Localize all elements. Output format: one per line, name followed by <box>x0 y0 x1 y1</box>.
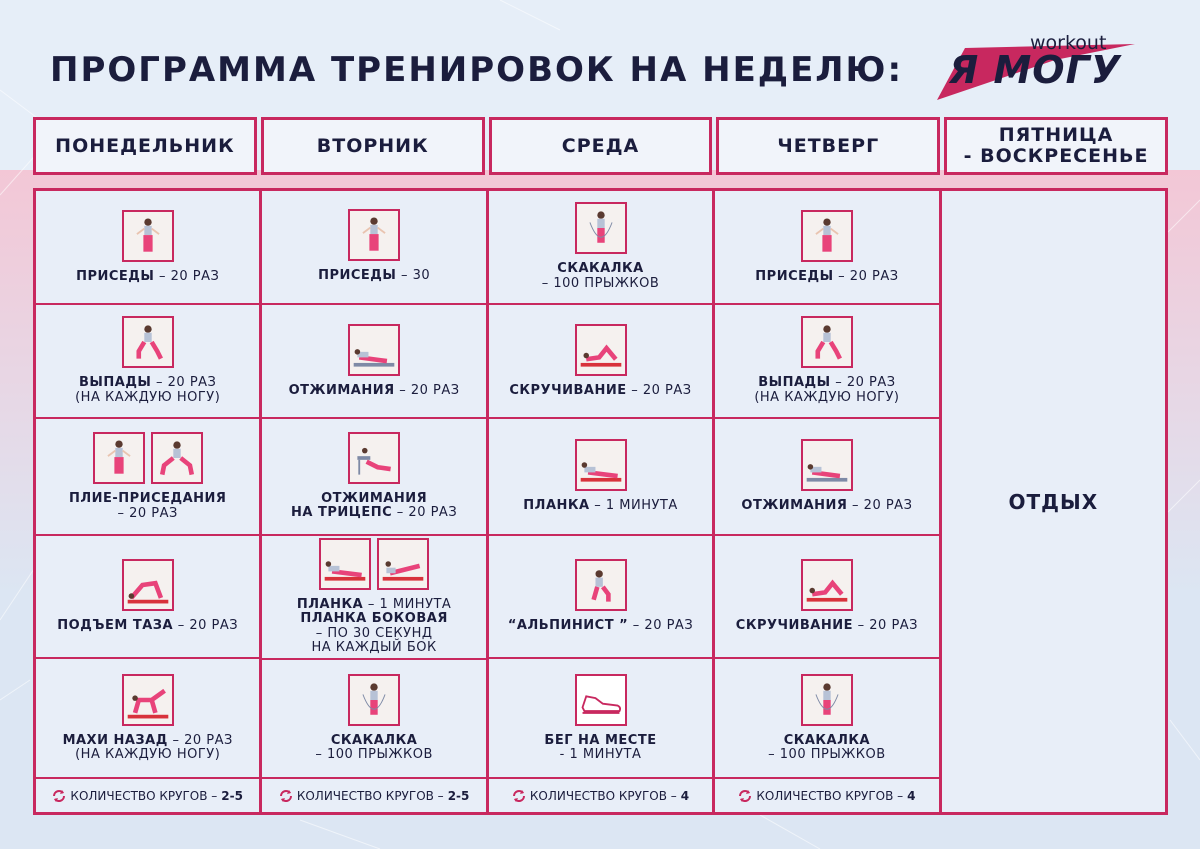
cycle-icon <box>738 789 752 803</box>
exercise-name: СКРУЧИВАНИЕ <box>735 618 854 634</box>
exercise-text <box>542 262 660 291</box>
exercise-text <box>76 270 219 285</box>
plie-figure-image <box>151 432 203 484</box>
exercise-images <box>575 674 627 726</box>
day-column <box>36 191 259 812</box>
pushup-figure-image <box>348 324 400 376</box>
exercise-name: ПЛИЕ-ПРИСЕДАНИЯ <box>68 491 227 507</box>
exercise-name: ПОДЪЕМ ТАЗА <box>57 618 174 634</box>
rounds-count <box>36 779 259 812</box>
exercise-detail: – 20 РАЗ <box>847 498 913 514</box>
exercise-text <box>291 492 457 521</box>
exercise-images <box>122 210 174 262</box>
exercise-detail: – ПО 30 СЕКУНД НА КАЖДЫЙ БОК <box>311 625 437 656</box>
day-column <box>262 191 485 812</box>
exercise-name: ПЛАНКА <box>296 596 364 612</box>
exercise-detail: – 1 МИНУТА <box>589 498 678 514</box>
jump-figure-image <box>348 674 400 726</box>
exercise-images <box>575 202 627 254</box>
exercise-text <box>318 269 430 284</box>
exercise-detail: – 20 РАЗ <box>394 382 460 398</box>
exercise-name: СКАКАЛКА <box>557 261 644 277</box>
exercise-images <box>122 316 174 368</box>
exercise-images <box>801 674 853 726</box>
exercise-name: СКАКАЛКА <box>330 732 418 748</box>
exercise-cell <box>36 191 259 303</box>
exercise-detail: – 20 РАЗ <box>117 505 178 521</box>
schedule-grid <box>33 188 1168 815</box>
standing-figure-image <box>122 210 174 262</box>
exercise-detail: – 100 ПРЫЖКОВ <box>541 275 660 291</box>
exercise-detail: – 20 РАЗ <box>173 618 239 634</box>
plank-figure-image <box>575 439 627 491</box>
exercise-text <box>289 384 460 399</box>
lunge-figure-image <box>801 316 853 368</box>
exercise-detail: – 20 РАЗ (НА КАЖДУЮ НОГУ) <box>75 375 221 405</box>
exercise-name: СКАКАЛКА <box>783 732 871 748</box>
exercise-detail: – 20 РАЗ <box>626 382 692 398</box>
exercise-text <box>754 376 899 405</box>
exercise-detail: – 20 РАЗ <box>392 505 458 521</box>
exercise-detail: - 1 МИНУТА <box>559 747 642 763</box>
exercise-detail: – 100 ПРЫЖКОВ <box>768 747 886 763</box>
exercise-cell <box>262 536 485 658</box>
exercise-images <box>575 439 627 491</box>
exercise-images <box>575 559 627 611</box>
rounds-value: 4 <box>680 788 690 803</box>
lunge-figure-image <box>122 316 174 368</box>
exercise-images <box>122 559 174 611</box>
rest-column <box>942 191 1165 812</box>
exercise-text <box>69 492 226 521</box>
logo-main-text: Я МОГУ <box>949 48 1122 92</box>
exercise-images <box>575 324 627 376</box>
exercise-cell <box>36 536 259 658</box>
rest-label: ОТДЫХ <box>1008 489 1099 514</box>
exercise-text <box>297 598 451 656</box>
exercise-detail: – 30 <box>396 268 431 284</box>
exercise-name: СКРУЧИВАНИЕ <box>509 382 627 398</box>
exercise-text <box>509 384 691 399</box>
day-header: ЧЕТВЕРГ <box>716 117 940 175</box>
exercise-images <box>801 559 853 611</box>
exercise-text <box>741 499 912 514</box>
exercise-detail: – 20 РАЗ <box>628 618 694 634</box>
exercise-cell <box>489 536 712 658</box>
exercise-cell <box>36 419 259 534</box>
exercise-name: МАХИ НАЗАД <box>62 732 168 748</box>
exercise-name: ОТЖИМАНИЯ НА ТРИЦЕПС <box>291 490 428 521</box>
logo-workout-text: workout <box>1030 32 1107 54</box>
day-header: ПОНЕДЕЛЬНИК <box>33 117 257 175</box>
logo <box>935 30 1135 102</box>
exercise-name: ПЛАНКА БОКОВАЯ <box>300 611 448 627</box>
exercise-name: ПРИСЕДЫ <box>318 268 397 284</box>
standing-figure-image <box>93 432 145 484</box>
exercise-detail: – 20 РАЗ <box>833 268 899 284</box>
rounds-label: КОЛИЧЕСТВО КРУГОВ – <box>296 788 444 803</box>
rounds-value: 4 <box>907 788 916 803</box>
exercise-cell <box>262 305 485 418</box>
standing-figure-image <box>801 210 853 262</box>
exercise-images <box>348 432 400 484</box>
exercise-text <box>523 499 677 514</box>
exercise-detail: – 100 ПРЫЖКОВ <box>315 747 433 763</box>
pushup-figure-image <box>801 439 853 491</box>
exercise-cell <box>489 419 712 534</box>
exercise-cell <box>262 191 485 303</box>
exercise-name: БЕГ НА МЕСТЕ <box>544 732 657 748</box>
exercise-images <box>93 432 203 484</box>
jump-figure-image <box>575 202 627 254</box>
exercise-cell <box>36 305 259 418</box>
plank-figure-image <box>319 538 371 590</box>
page-title: ПРОГРАММА ТРЕНИРОВОК НА НЕДЕЛЮ: <box>50 50 904 90</box>
exercise-cell <box>489 191 712 303</box>
exercise-text <box>63 734 233 763</box>
rounds-count <box>489 779 712 812</box>
exercise-text <box>508 619 693 634</box>
rounds-value: 2-5 <box>447 788 470 803</box>
exercise-name: ПЛАНКА <box>523 498 590 514</box>
day-header: СРЕДА <box>489 117 713 175</box>
exercise-cell <box>715 659 938 777</box>
exercise-name: ОТЖИМАНИЯ <box>288 382 395 398</box>
cycle-icon <box>279 789 293 803</box>
exercise-text <box>755 270 898 285</box>
exercise-name: “АЛЬПИНИСТ ” <box>507 618 629 634</box>
exercise-images <box>348 209 400 261</box>
rounds-label: КОЛИЧЕСТВО КРУГОВ – <box>70 788 218 803</box>
exercise-images <box>801 316 853 368</box>
crunch-figure-image <box>801 559 853 611</box>
exercise-detail: – 20 РАЗ <box>853 618 919 634</box>
exercise-name: ВЫПАДЫ <box>758 375 831 391</box>
exercise-text <box>75 376 220 405</box>
day-header: ВТОРНИК <box>261 117 485 175</box>
exercise-cell <box>489 305 712 418</box>
climber-figure-image <box>575 559 627 611</box>
rounds-label: КОЛИЧЕСТВО КРУГОВ – <box>529 788 677 803</box>
exercise-images <box>348 674 400 726</box>
exercise-cell <box>715 536 938 658</box>
exercise-text <box>57 619 238 634</box>
exercise-cell <box>262 660 485 778</box>
jump-figure-image <box>801 674 853 726</box>
title-row <box>50 40 903 100</box>
day-header: ПЯТНИЦА - ВОСКРЕСЕНЬЕ <box>944 117 1168 175</box>
rounds-count <box>715 779 938 812</box>
sneaker-icon <box>575 674 627 726</box>
bridge-figure-image <box>122 559 174 611</box>
exercise-text <box>736 619 918 634</box>
exercise-cell <box>715 419 938 534</box>
exercise-cell <box>36 659 259 777</box>
exercise-detail: – 1 МИНУТА <box>363 596 452 612</box>
rounds-label: КОЛИЧЕСТВО КРУГОВ – <box>756 788 904 803</box>
exercise-detail: – 20 РАЗ (НА КАЖДУЮ НОГУ) <box>75 732 233 763</box>
exercise-images <box>319 538 429 590</box>
kickback-figure-image <box>122 674 174 726</box>
day-column <box>489 191 712 812</box>
cycle-icon <box>52 789 66 803</box>
side-plank-figure-image <box>377 538 429 590</box>
exercise-cell <box>489 659 712 777</box>
exercise-detail: – 20 РАЗ <box>154 268 220 284</box>
exercise-cell <box>262 419 485 534</box>
exercise-detail: – 20 РАЗ (НА КАЖДУЮ НОГУ) <box>754 375 900 405</box>
exercise-cell <box>715 191 938 303</box>
exercise-cell <box>715 305 938 418</box>
dips-figure-image <box>348 432 400 484</box>
exercise-name: ПРИСЕДЫ <box>76 268 155 284</box>
rounds-value: 2-5 <box>221 788 243 803</box>
crunch-figure-image <box>575 324 627 376</box>
exercise-images <box>801 210 853 262</box>
cycle-icon <box>512 789 526 803</box>
day-column <box>715 191 938 812</box>
exercise-text <box>315 734 433 763</box>
rounds-count <box>262 779 485 812</box>
exercise-text <box>768 734 886 763</box>
exercise-text <box>544 734 656 763</box>
exercise-images <box>122 674 174 726</box>
exercise-images <box>801 439 853 491</box>
exercise-name: ПРИСЕДЫ <box>755 268 834 284</box>
day-headers <box>33 117 1168 175</box>
standing-figure-image <box>348 209 400 261</box>
exercise-name: ВЫПАДЫ <box>79 375 152 391</box>
exercise-name: ОТЖИМАНИЯ <box>741 498 848 514</box>
exercise-images <box>348 324 400 376</box>
